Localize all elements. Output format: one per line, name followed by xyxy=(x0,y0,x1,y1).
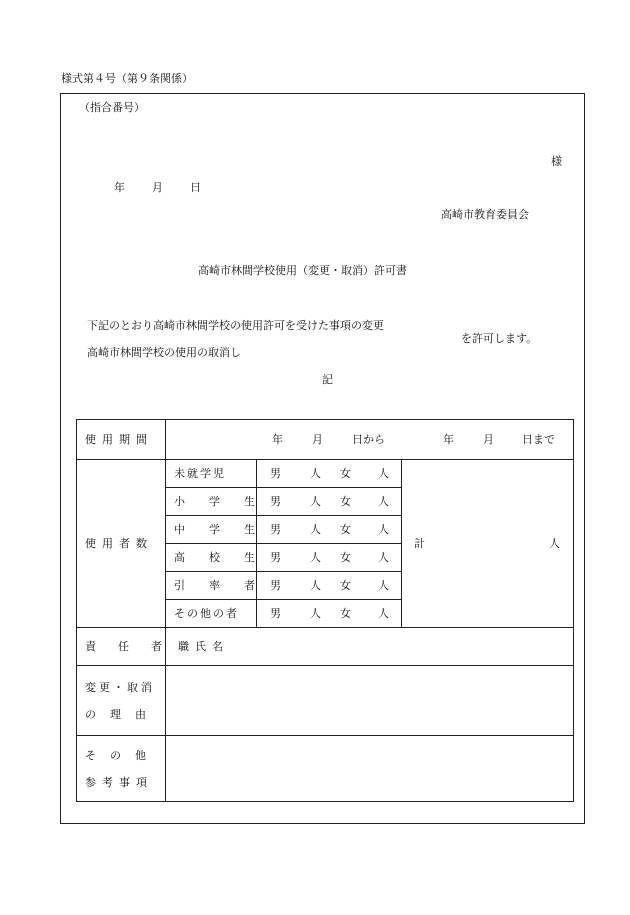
ki-heading: 記 xyxy=(322,373,333,386)
female-label: 女 xyxy=(340,467,351,480)
body-line-change: 下記のとおり高崎市林間学校の使用許可を受けた事項の変更 xyxy=(87,319,384,332)
category-chaperone: 引 率 者 xyxy=(166,572,257,600)
category-elementary: 小 学 生 xyxy=(166,488,257,516)
date-year: 年 xyxy=(114,181,125,194)
category-others: その他の者 xyxy=(166,600,257,628)
male-unit: 人 xyxy=(310,551,321,564)
male-label: 男 xyxy=(270,579,281,592)
category-junior-high: 中 学 生 xyxy=(166,516,257,544)
other-row xyxy=(77,736,574,802)
male-unit: 人 xyxy=(310,495,321,508)
document-title: 高崎市林間学校使用（変更・取消）許可書 xyxy=(198,264,407,277)
responsible-row xyxy=(77,628,574,666)
body-suffix: を許可します。 xyxy=(461,332,538,345)
male-unit: 人 xyxy=(310,579,321,592)
other-label-line1: そ の 他 xyxy=(85,748,148,762)
female-unit: 人 xyxy=(378,579,389,592)
male-label: 男 xyxy=(270,551,281,564)
total-label: 計 xyxy=(414,536,425,550)
female-unit: 人 xyxy=(378,551,389,564)
addressee-suffix: 様 xyxy=(551,155,562,168)
female-unit: 人 xyxy=(378,467,389,480)
date-day: 日 xyxy=(190,181,201,194)
male-label: 男 xyxy=(270,523,281,536)
designation-number: （指合番号） xyxy=(79,101,145,114)
period-year: 年 xyxy=(272,433,283,446)
period-label: 使用期間 xyxy=(77,420,166,460)
female-unit: 人 xyxy=(378,607,389,620)
female-label: 女 xyxy=(340,551,351,564)
issuer-name: 高崎市教育委員会 xyxy=(441,208,529,221)
period-until: 日まで xyxy=(522,433,555,446)
male-label: 男 xyxy=(270,495,281,508)
users-row xyxy=(77,460,574,488)
female-unit: 人 xyxy=(378,523,389,536)
responsible-value: 職氏名 xyxy=(166,628,574,666)
period-month: 月 xyxy=(312,433,323,446)
count-cell xyxy=(257,488,402,516)
form-number: 様式第４号（第９条関係） xyxy=(61,72,193,85)
body-line-cancel: 高崎市林間学校の使用の取消し xyxy=(87,346,241,359)
category-preschool: 未就学児 xyxy=(166,460,257,488)
period-from: 日から xyxy=(352,433,385,446)
female-label: 女 xyxy=(340,607,351,620)
reason-value[interactable] xyxy=(166,666,574,736)
male-unit: 人 xyxy=(310,523,321,536)
period-row xyxy=(77,420,574,460)
other-label xyxy=(77,736,166,802)
period-cell xyxy=(166,420,574,460)
other-label-line2: 参考事項 xyxy=(85,775,153,789)
count-cell xyxy=(257,460,402,488)
reason-row xyxy=(77,666,574,736)
female-label: 女 xyxy=(340,523,351,536)
count-cell xyxy=(257,572,402,600)
period-year2: 年 xyxy=(443,433,454,446)
reason-label-line2: の 理 由 xyxy=(85,707,148,721)
users-label: 使用者数 xyxy=(77,460,166,628)
total-unit: 人 xyxy=(549,536,560,550)
total-cell xyxy=(402,460,574,628)
male-unit: 人 xyxy=(310,607,321,620)
female-label: 女 xyxy=(340,495,351,508)
period-month2: 月 xyxy=(483,433,494,446)
count-cell xyxy=(257,544,402,572)
count-cell xyxy=(257,600,402,628)
male-label: 男 xyxy=(270,467,281,480)
female-unit: 人 xyxy=(378,495,389,508)
male-unit: 人 xyxy=(310,467,321,480)
reason-label-line1: 変更・取消 xyxy=(85,680,155,694)
count-cell xyxy=(257,516,402,544)
male-label: 男 xyxy=(270,607,281,620)
reason-label xyxy=(77,666,166,736)
date-month: 月 xyxy=(152,181,163,194)
other-value[interactable] xyxy=(166,736,574,802)
female-label: 女 xyxy=(340,579,351,592)
category-high-school: 高 校 生 xyxy=(166,544,257,572)
responsible-label: 責 任 者 xyxy=(77,628,166,666)
permit-table xyxy=(76,419,574,802)
